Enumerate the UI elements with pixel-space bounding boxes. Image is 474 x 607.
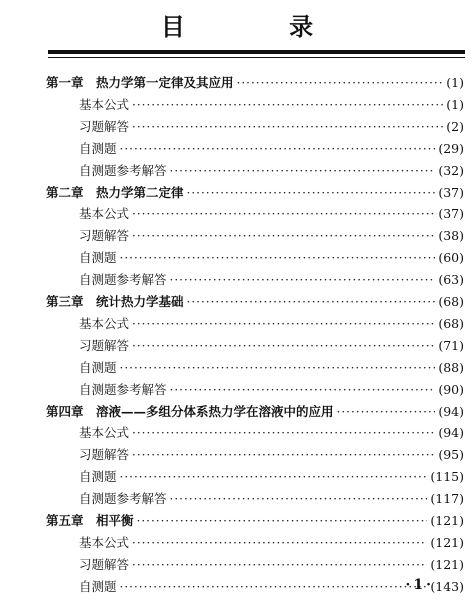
toc-section-entry[interactable]	[79, 554, 464, 575]
toc-entry-label: 自测题	[79, 250, 117, 266]
toc-entry-page: (88)	[438, 359, 464, 375]
toc-entry-label: 习题解答	[79, 228, 130, 244]
leader-dots	[132, 554, 427, 575]
toc-chapter-entry[interactable]	[46, 72, 464, 93]
toc-section-entry[interactable]	[79, 269, 464, 290]
leader-dots	[137, 510, 428, 531]
leader-dots	[120, 576, 428, 597]
leader-dots	[132, 335, 435, 356]
toc-entry-label: 基本公式	[79, 534, 130, 550]
leader-dots	[132, 532, 427, 553]
toc-entry-page: (63)	[438, 272, 464, 288]
toc-section-entry[interactable]	[79, 94, 464, 115]
toc-section-entry[interactable]	[79, 444, 464, 465]
toc-section-entry[interactable]	[79, 313, 464, 334]
toc-entry-page: (90)	[438, 381, 464, 397]
toc-entry-page: (60)	[438, 250, 464, 266]
page-title: 目 录	[160, 13, 362, 41]
toc-entry-page: (68)	[438, 315, 464, 331]
toc-section-entry[interactable]	[79, 247, 464, 268]
toc-section-entry[interactable]	[79, 466, 464, 487]
toc-entry-page: (1)	[446, 96, 464, 112]
toc-entry-page: (121)	[430, 556, 464, 572]
toc-entry-label: 第三章 统计热力学基础	[46, 294, 184, 309]
leader-dots	[132, 444, 435, 465]
leader-dots	[170, 160, 436, 181]
toc-entry-label: 基本公式	[79, 315, 130, 331]
toc-entry-page: (95)	[438, 447, 464, 463]
toc-entry-page: (37)	[438, 184, 464, 200]
toc-entry-label: 基本公式	[79, 425, 130, 441]
leader-dots	[132, 203, 435, 224]
toc-entry-page: (29)	[438, 140, 464, 156]
toc-entry-page: (37)	[438, 206, 464, 222]
toc-entry-page: (32)	[438, 162, 464, 178]
toc-chapter-entry[interactable]	[46, 291, 464, 312]
toc-entry-label: 自测题参考解答	[79, 491, 167, 507]
toc-entry-page: (121)	[430, 513, 464, 528]
toc-entry-page: (1)	[446, 75, 464, 90]
toc-entry-label: 自测题参考解答	[79, 381, 167, 397]
leader-dots	[132, 422, 435, 443]
toc-entry-page: (143)	[430, 578, 464, 594]
toc-entry-label: 第二章 热力学第二定律	[46, 184, 184, 200]
toc-entry-page: (117)	[430, 491, 464, 507]
toc-entry-label: 第一章 热力学第一定律及其应用	[46, 75, 234, 90]
toc-entry-label: 基本公式	[79, 96, 130, 112]
toc-entry-label: 自测题	[79, 359, 117, 375]
toc-section-entry[interactable]	[79, 116, 464, 137]
toc-entry-page: (115)	[430, 469, 464, 485]
toc-section-entry[interactable]	[79, 532, 464, 553]
title-rule-thick	[48, 50, 465, 54]
title-rule-thin	[48, 57, 465, 58]
leader-dots	[120, 466, 428, 487]
toc-entry-page: (71)	[438, 337, 464, 353]
toc-entry-page: (2)	[446, 118, 464, 134]
toc-entry-label: 第四章 溶液——多组分体系热力学在溶液中的应用	[46, 403, 334, 419]
leader-dots	[132, 94, 443, 115]
toc-entry-page: (94)	[438, 425, 464, 441]
toc-entry-page: (68)	[438, 294, 464, 309]
toc-section-entry[interactable]	[79, 379, 464, 400]
toc-chapter-entry[interactable]	[46, 182, 464, 203]
leader-dots	[187, 291, 436, 312]
toc-chapter-entry[interactable]	[46, 401, 464, 422]
toc-chapter-entry[interactable]	[46, 510, 464, 531]
leader-dots	[170, 379, 436, 400]
toc-section-entry[interactable]	[79, 357, 464, 378]
toc-entry-page: (94)	[438, 403, 464, 419]
toc-entry-label: 基本公式	[79, 206, 130, 222]
toc-entry-label: 习题解答	[79, 118, 130, 134]
leader-dots	[337, 401, 436, 422]
leader-dots	[132, 116, 443, 137]
page-number: ·1·	[405, 577, 434, 593]
leader-dots	[170, 269, 436, 290]
toc-entry-label: 习题解答	[79, 337, 130, 353]
leader-dots	[132, 313, 435, 334]
toc-section-entry[interactable]	[79, 225, 464, 246]
toc-entry-page: (121)	[430, 534, 464, 550]
toc-section-entry[interactable]	[79, 335, 464, 356]
leader-dots	[120, 357, 436, 378]
toc-entry-label: 习题解答	[79, 447, 130, 463]
toc-section-entry[interactable]	[79, 488, 464, 509]
leader-dots	[187, 182, 436, 203]
toc-section-entry[interactable]	[79, 203, 464, 224]
toc-entry-label: 自测题	[79, 578, 117, 594]
toc-section-entry[interactable]	[79, 422, 464, 443]
toc-entry-page: (38)	[438, 228, 464, 244]
toc-entry-label: 自测题	[79, 140, 117, 156]
toc-section-entry[interactable]	[79, 138, 464, 159]
leader-dots	[120, 138, 436, 159]
toc-entry-label: 自测题	[79, 469, 117, 485]
toc-entry-label: 自测题参考解答	[79, 162, 167, 178]
leader-dots	[120, 247, 436, 268]
toc-entry-label: 自测题参考解答	[79, 272, 167, 288]
toc-entry-label: 习题解答	[79, 556, 130, 572]
leader-dots	[132, 225, 435, 246]
toc-entry-label: 第五章 相平衡	[46, 513, 134, 528]
toc-section-entry[interactable]	[79, 160, 464, 181]
leader-dots	[170, 488, 428, 509]
leader-dots	[237, 72, 444, 93]
